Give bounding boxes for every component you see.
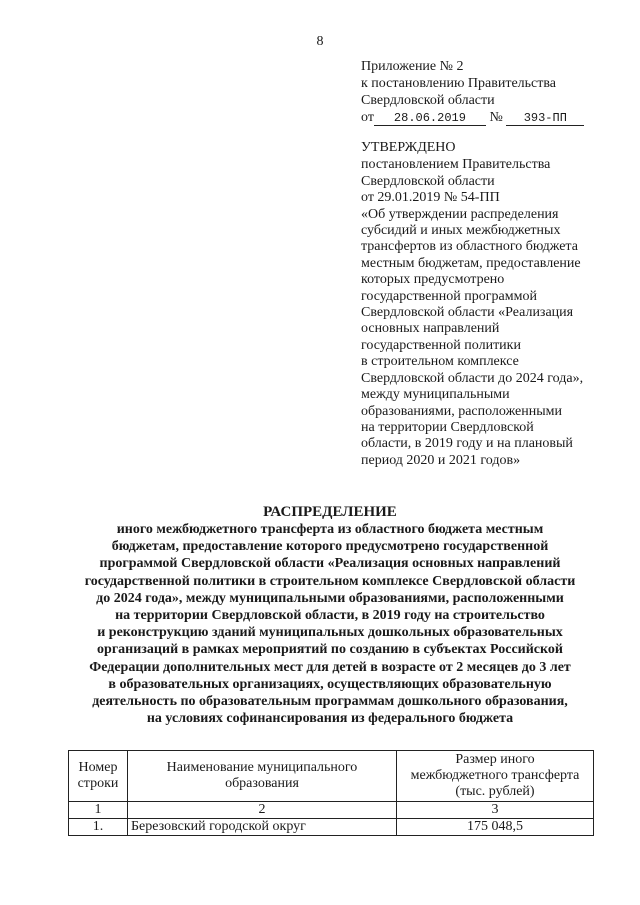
- header-text: Размер иного: [455, 752, 535, 767]
- column-number-2: 2: [128, 802, 397, 819]
- approved-line: «Об утверждении распределения: [361, 206, 559, 222]
- title-line: в образовательных организациях, осуществляющих образовательную: [108, 676, 552, 692]
- header-text: (тыс. рублей): [455, 784, 535, 799]
- header-transfer-amount: [397, 751, 594, 802]
- table-row: [69, 819, 594, 836]
- column-number-1: 1: [69, 802, 128, 819]
- title-line: программой Свердловской области «Реализация основных направлений: [99, 556, 561, 572]
- header-text: строки: [77, 776, 119, 791]
- appendix-resolution-line: к постановлению Правительства: [361, 76, 557, 91]
- approved-line: период 2020 и 2021 годов»: [361, 452, 521, 468]
- header-text: Номер: [78, 760, 118, 775]
- table-numbering-row: [69, 802, 594, 819]
- title-line: на условиях софинансирования из федерального бюджета: [146, 711, 514, 727]
- row-number: 1.: [69, 819, 128, 836]
- appendix-region-line: Свердловской области: [361, 93, 495, 108]
- header-text: межбюджетного трансферта: [410, 768, 580, 783]
- header-text: Наименование муниципального: [166, 760, 358, 775]
- number-label: №: [489, 110, 503, 125]
- approved-line: которых предусмотрено: [361, 272, 505, 288]
- approved-line: Свердловской области до 2024 года»,: [361, 370, 584, 386]
- approved-line: местным бюджетам, предоставление: [361, 255, 581, 271]
- resolution-date: 28.06.2019: [374, 111, 486, 126]
- approved-line: в строительном комплексе: [361, 354, 519, 370]
- header-text: образования: [225, 776, 299, 791]
- appendix-block: [361, 58, 584, 126]
- title-line: иного межбюджетного трансферта из областного бюджета местным: [116, 522, 544, 537]
- approved-line: от 29.01.2019 № 54-ПП: [361, 190, 500, 206]
- approved-line: постановлением Правительства: [361, 157, 551, 173]
- resolution-number: 393-ПП: [506, 111, 584, 126]
- appendix-date-line: [361, 109, 584, 126]
- table-header-row: [69, 751, 594, 802]
- document-title-block: [40, 503, 620, 727]
- approved-line: между муниципальными: [361, 387, 510, 403]
- title-line: Федерации дополнительных мест для детей в возрасте от 2 месяцев до 3 лет: [89, 659, 571, 675]
- approved-block: [361, 140, 621, 469]
- approved-line: Свердловской области: [361, 173, 495, 189]
- column-number-3: 3: [397, 802, 594, 819]
- document-title: РАСПРЕДЕЛЕНИЕ: [263, 504, 397, 520]
- distribution-table: [68, 750, 594, 836]
- approved-line: на территории Свердловской: [361, 419, 534, 435]
- header-municipality: [128, 751, 397, 802]
- approved-line: трансфертов из областного бюджета: [361, 239, 578, 255]
- title-line: на территории Свердловской области, в 2019 году на строительство: [115, 608, 545, 624]
- approved-line: Свердловской области «Реализация: [361, 305, 574, 321]
- header-row-number: [69, 751, 128, 802]
- title-line: организаций в рамках мероприятий по созданию в субъектах Российской: [97, 642, 563, 658]
- from-label: от: [361, 110, 374, 125]
- approved-line: государственной политики: [361, 337, 521, 353]
- approved-line: субсидий и иных межбюджетных: [361, 223, 561, 239]
- municipality-name: Березовский городской округ: [128, 819, 397, 836]
- title-line: государственной политики в строительном комплексе Свердловской области: [84, 573, 576, 589]
- transfer-amount: 175 048,5: [397, 819, 594, 836]
- title-line: бюджетам, предоставление которого предусмотрено государственной: [111, 539, 549, 555]
- page-number: 8: [316, 34, 324, 49]
- approved-line: образованиями, расположенными: [361, 403, 563, 419]
- approved-line: области, в 2019 году и на плановый: [361, 436, 573, 452]
- title-line: до 2024 года», между муниципальными образованиями, расположенными: [96, 590, 564, 606]
- title-line: деятельность по образовательным программам дошкольного образования,: [92, 694, 568, 710]
- approved-line: основных направлений: [361, 321, 500, 337]
- approved-line: государственной программой: [361, 288, 537, 304]
- appendix-title: Приложение № 2: [361, 59, 464, 74]
- approved-heading: УТВЕРЖДЕНО: [361, 140, 456, 155]
- title-line: и реконструкцию зданий муниципальных дошкольных образовательных: [97, 625, 563, 641]
